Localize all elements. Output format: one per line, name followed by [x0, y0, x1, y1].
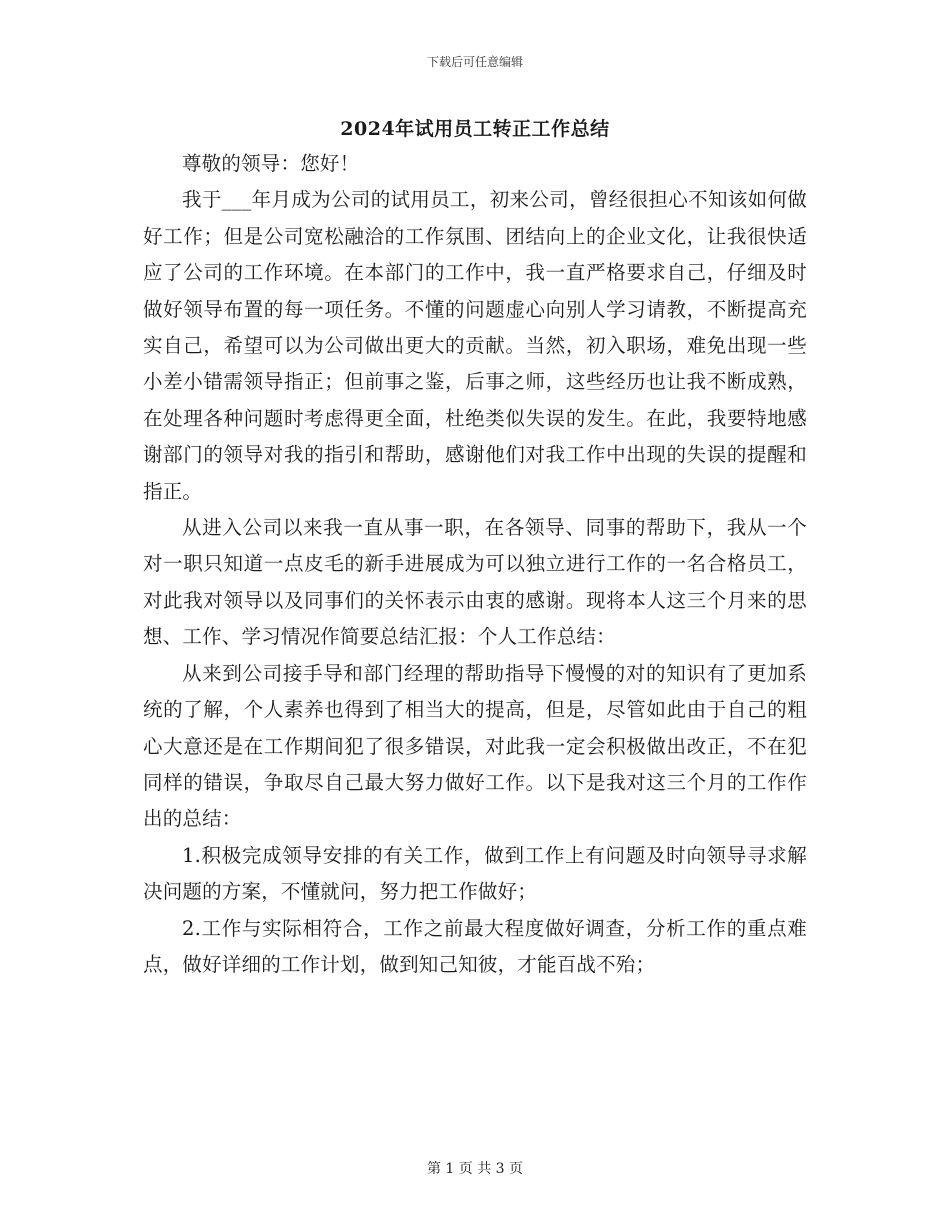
intro-paragraph: 我于___年月成为公司的试用员工，初来公司，曾经很担心不知该如何做好工作；但是公司宽松融洽的工作氛围、团结向上的企业文化，让我很快适应了公司的工作环境。在本部门的工作中，我一直严格要求自己，仔细及时做好领导布置的每一项任务。不懂的问题虚心向别人学习请教，不断提高充实自己，希望可以为公司做出更大的贡献。当然，初入职场，难免出现一些小差小错需领导指正；但前事之鉴，后事之师，这些经历也让我不断成熟，在处理各种问题时考虑得更全面，杜绝类似失误的发生。在此，我要特地感谢部门的领导对我的指引和帮助，感谢他们对我工作中出现的失误的提醒和指正。	[143, 188, 807, 503]
document-title: 2024年试用员工转正工作总结	[340, 118, 610, 140]
learning-paragraph: 从来到公司接手导和部门经理的帮助指导下慢慢的对的知识有了更加系统的了解，个人素养也得到了相当大的提高，但是，尽管如此由于自己的粗心大意还是在工作期间犯了很多错误，对此我一定会积极做出改正，不在犯同样的错误，争取尽自己最大努力做好工作。以下是我对这三个月的工作作出的总结：	[143, 661, 807, 831]
career-paragraph: 从进入公司以来我一直从事一职，在各领导、同事的帮助下，我从一个对一职只知道一点皮毛的新手进展成为可以独立进行工作的一名合格员工，对此我对领导以及同事们的关怀表示由衷的感谢。现将本人这三个月来的思想、工作、学习情况作简要总结汇报：个人工作总结：	[143, 516, 807, 649]
summary-item-2: 2.工作与实际相符合，工作之前最大程度做好调查，分析工作的重点难点，做好详细的工作计划，做到知己知彼，才能百战不殆；	[143, 916, 807, 976]
page-footer-number: 第 1 页 共 3 页	[426, 1161, 524, 1177]
page-header-note: 下载后可任意编辑	[426, 55, 523, 69]
greeting-paragraph: 尊敬的领导：您好！	[182, 152, 360, 175]
summary-item-1: 1.积极完成领导安排的有关工作，做到工作上有问题及时向领导寻求解决问题的方案，不懂就问，努力把工作做好；	[143, 843, 807, 904]
document-body	[143, 146, 807, 983]
